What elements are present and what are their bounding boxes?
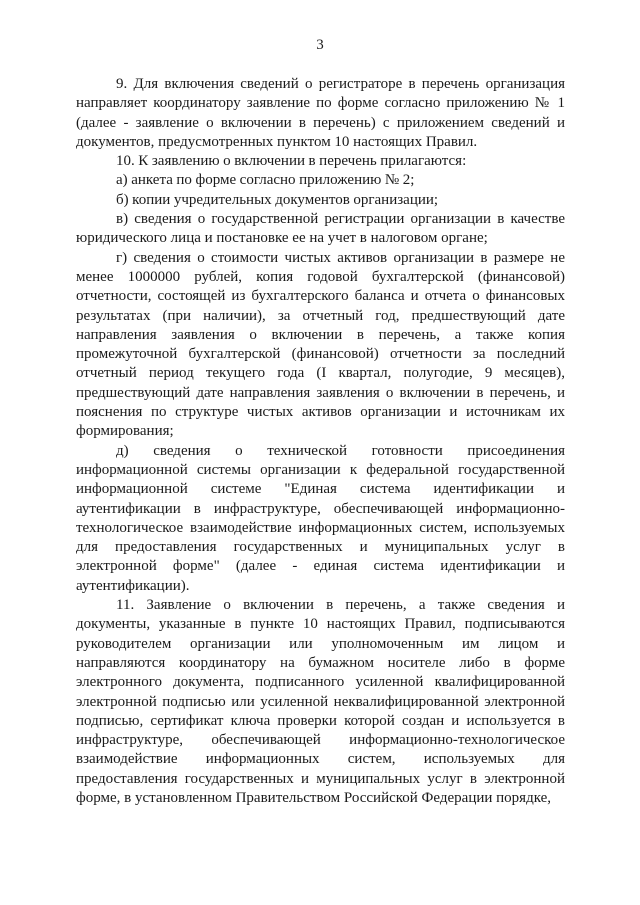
page-number: 3	[316, 37, 324, 53]
document-body	[76, 75, 565, 808]
paragraph-10: 10. К заявлению о включении в перечень прилагаются:	[116, 153, 467, 170]
list-item-g: г) сведения о стоимости чистых активов организации в размере не менее 1000000 рублей, копия годовой бухгалтерской (финансовой) отчетности, состоящей из бухгалтерского баланса и отчета о финансовых результатах (при наличии), за отчетный год, предшествующий дате направления заявления о включении в перечень, а также копия промежуточной бухгалтерской (финансовой) отчетности за последний отчетный период текущего года (I квартал, полугодие, 9 месяцев), предшествующий дате направления заявления о включении в перечень, и пояснения по структуре чистых активов организации и источникам их формирования;	[76, 249, 565, 440]
list-item-b: б) копии учредительных документов организации;	[116, 191, 439, 208]
paragraph-11: 11. Заявление о включении в перечень, а также сведения и документы, указанные в пункте 10 настоящих Правил, подписываются руководителем организации или уполномоченным им лицом и направляются координатору на бумажном носителе либо в форме электронного документа, подписанного усиленной квалифицированной электронной подписью или усиленной неквалифицированной электронной подписью, сертификат ключа проверки которой создан и используется в инфраструктуре, обеспечивающей информационно-технологическое взаимодействие информационных систем, используемых для предоставления государственных и муниципальных услуг в электронной форме, в установленном Правительством Российской Федерации порядке,	[76, 597, 565, 806]
paragraph-9: 9. Для включения сведений о регистраторе в перечень организация направляет координатору заявление по форме согласно приложению № 1 (далее - заявление о включении в перечень) с приложением сведений и документов, предусмотренных пунктом 10 настоящих Правил.	[76, 76, 565, 150]
list-item-d: д) сведения о технической готовности присоединения информационной системы организации к федеральной государственной информационной системе "Единая система идентификации и аутентификации в инфраструктуре, обеспечивающей информационно-технологическое взаимодействие информационных систем, используемых для предоставления государственных и муниципальных услуг в электронной форме" (далее - единая система идентификации и аутентификации).	[76, 442, 565, 594]
list-item-v: в) сведения о государственной регистрации организации в качестве юридического лица и постановке ее на учет в налоговом органе;	[76, 211, 565, 247]
list-item-a: а) анкета по форме согласно приложению № 2;	[116, 172, 415, 189]
